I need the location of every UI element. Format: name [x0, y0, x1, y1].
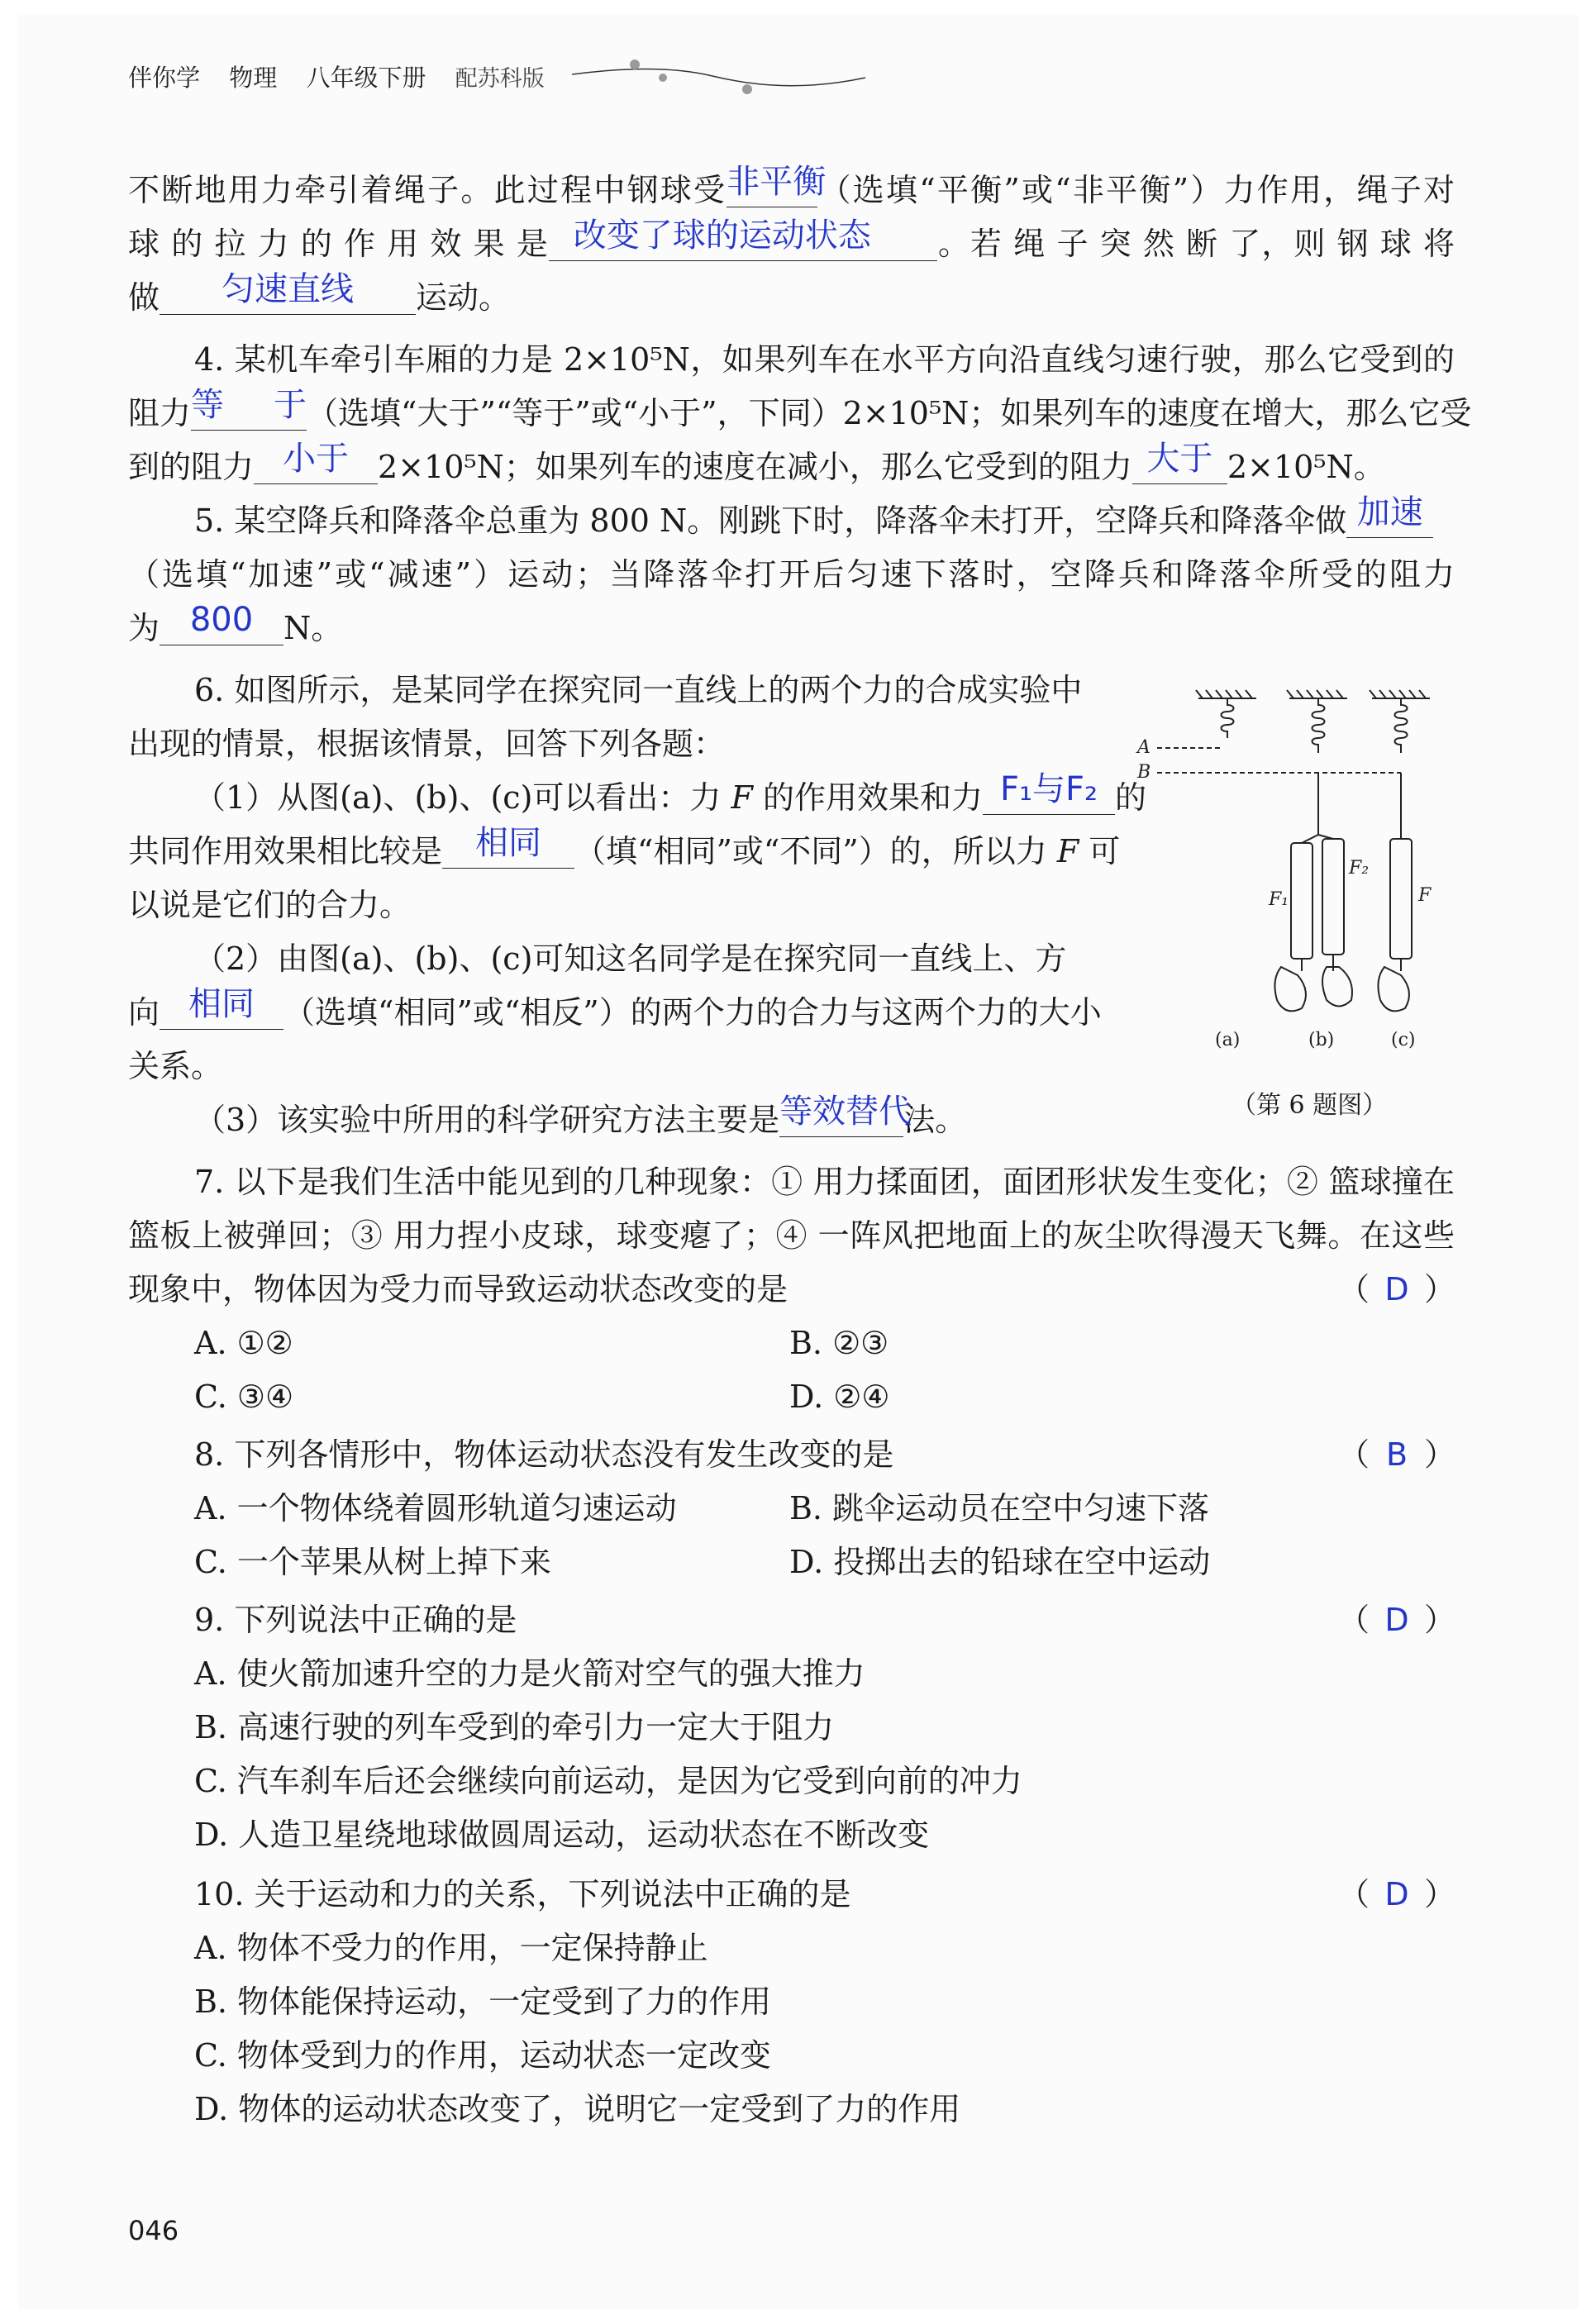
- q7-answer-bracket: （ D ）: [1337, 1271, 1455, 1307]
- spring-experiment-figure: [1132, 682, 1463, 1079]
- q7-option-d: D. ②④: [789, 1379, 890, 1415]
- label-f1: F₁: [1269, 889, 1289, 910]
- book-title: 伴你学: [128, 64, 201, 92]
- q6-part1-line-1: （1）从图(a)、(b)、(c)可以看出：力 F 的作用效果和力 F₁与F₂ 的: [194, 770, 1146, 816]
- answer-blank: 非平衡: [727, 174, 817, 207]
- q6-part1-line-3: 以说是它们的合力。: [128, 887, 412, 923]
- q5-line-3: 为 800 N。: [128, 601, 343, 646]
- q6-part2-line-2: 向 相同 （选填“相同”或“相反”）的两个力的合力与这两个力的大小: [128, 985, 1102, 1031]
- answer-blank: 800: [160, 612, 283, 645]
- q6-part2-line-1: （2）由图(a)、(b)、(c)可知这名同学是在探究同一直线上、方: [194, 941, 1067, 977]
- q10-option-b: B. 物体能保持运动，一定受到了力的作用: [194, 1983, 772, 2020]
- grade: 八年级下册: [306, 64, 426, 92]
- q7-line-1: 7. 以下是我们生活中能见到的几种现象：① 用力揉面团，面团形状发生变化；② 篮球撞在: [194, 1164, 1455, 1200]
- q10-option-c: C. 物体受到力的作用，运动状态一定改变: [194, 2037, 771, 2074]
- q5-line-1: 5. 某空降兵和降落伞总重为 800 N。刚跳下时，降落伞未打开，空降兵和降落伞做 加速: [194, 502, 1433, 539]
- q4-line-2: 阻力 等于 （选填“大于”“等于”或“小于”，下同）2×10⁵N；如果列车的速度在增大，那么它受: [128, 386, 1472, 431]
- q10-option-d: D. 物体的运动状态改变了，说明它一定受到了力的作用: [194, 2091, 961, 2127]
- answer-blank: 小于: [254, 450, 378, 484]
- q9-option-a: A. 使火箭加速升空的力是火箭对空气的强大推力: [194, 1655, 865, 1692]
- q4-line-1: 4. 某机车牵引车厢的力是 2×10⁵N，如果列车在水平方向沿直线匀速行驶，那么它受到的: [194, 341, 1455, 378]
- q7-option-c: C. ③④: [194, 1379, 294, 1415]
- q6-line-1: 6. 如图所示，是某同学在探究同一直线上的两个力的合成实验中: [194, 672, 1083, 708]
- answer-blank: 相同: [442, 835, 574, 869]
- q9-option-c: C. 汽车刹车后还会继续向前运动，是因为它受到向前的冲力: [194, 1763, 1022, 1799]
- answer-blank: 大于: [1132, 450, 1227, 484]
- q7-line-3: 现象中，物体因为受力而导致运动状态改变的是: [128, 1271, 788, 1307]
- q8-option-c: C. 一个苹果从树上掉下来: [194, 1544, 551, 1580]
- q6-line-2: 出现的情景，根据该情景，回答下列各题：: [128, 726, 726, 762]
- q10-stem: 10. 关于运动和力的关系，下列说法中正确的是: [194, 1876, 851, 1912]
- q9-answer-bracket: （ D ）: [1337, 1602, 1455, 1638]
- subject: 物理: [229, 64, 278, 92]
- q3-line-1: 不断地用力牵引着绳子。此过程中钢球受 非平衡 （选填“平衡”或“非平衡”）力作用，绳子对: [128, 163, 1455, 208]
- sub-label-b: (b): [1308, 1030, 1335, 1050]
- q10-option-a: A. 物体不受力的作用，一定保持静止: [194, 1930, 708, 1966]
- q4-line-3: 到的阻力 小于 2×10⁵N；如果列车的速度在减小，那么它受到的阻力 大于 2×10⁵N。: [128, 440, 1385, 485]
- label-b-point: B: [1137, 762, 1151, 783]
- running-header: [128, 60, 566, 93]
- q7-option-a: A. ①②: [194, 1325, 293, 1361]
- q8-option-b: B. 跳伞运动员在空中匀速下落: [789, 1490, 1210, 1526]
- sub-label-a: (a): [1215, 1030, 1241, 1050]
- q8-option-d: D. 投掷出去的铅球在空中运动: [789, 1544, 1211, 1580]
- q9-stem: 9. 下列说法中正确的是: [194, 1602, 517, 1638]
- answer-blank: 等于: [191, 397, 307, 431]
- answer-blank: 相同: [160, 996, 283, 1030]
- q3-line-2: 球 的 拉 力 的 作 用 效 果 是 改变了球的运动状态 。若 绳 子 突 然 断 了，则 钢 球 将: [128, 217, 1455, 262]
- q7-line-2: 篮板上被弹回；③ 用力捏小皮球，球变瘪了；④ 一阵风把地面上的灰尘吹得漫天飞舞。在这些: [128, 1217, 1455, 1254]
- label-f2: F₂: [1349, 858, 1370, 879]
- answer-blank: 改变了球的运动状态: [549, 227, 937, 261]
- q7-option-b: B. ②③: [789, 1325, 889, 1361]
- edition: 配苏科版: [455, 66, 545, 92]
- header-decoration-icon: [572, 51, 869, 101]
- q6-part3-line: （3）该实验中所用的科学研究方法主要是 等效替代 法。: [194, 1093, 967, 1138]
- q6-part2-line-3: 关系。: [128, 1048, 223, 1084]
- q9-option-b: B. 高速行驶的列车受到的牵引力一定大于阻力: [194, 1709, 835, 1745]
- answer-blank: 加速: [1346, 504, 1433, 538]
- q8-answer-bracket: （ B ）: [1337, 1436, 1455, 1473]
- q3-line-3: 做 匀速直线 运动。: [128, 270, 511, 316]
- answer-blank: F₁与F₂: [983, 781, 1115, 815]
- q6-part1-line-2: 共同作用效果相比较是 相同 （填“相同”或“不同”）的，所以力 F 可: [128, 824, 1121, 869]
- sub-label-c: (c): [1391, 1030, 1416, 1050]
- label-f: F: [1418, 885, 1432, 906]
- q8-option-a: A. 一个物体绕着圆形轨道匀速运动: [194, 1490, 677, 1526]
- q9-option-d: D. 人造卫星绕地球做圆周运动，运动状态在不断改变: [194, 1817, 930, 1853]
- q8-stem: 8. 下列各情形中，物体运动状态没有发生改变的是: [194, 1436, 894, 1473]
- q5-line-2: （选填“加速”或“减速”）运动；当降落伞打开后匀速下落时，空降兵和降落伞所受的阻力: [128, 556, 1455, 593]
- answer-blank: 匀速直线: [160, 281, 416, 315]
- page-number: 046: [128, 2215, 179, 2246]
- label-a-point: A: [1137, 737, 1151, 758]
- answer-blank: 等效替代: [779, 1103, 903, 1137]
- q10-answer-bracket: （ D ）: [1337, 1876, 1455, 1912]
- figure-caption: （第 6 题图）: [1232, 1091, 1388, 1120]
